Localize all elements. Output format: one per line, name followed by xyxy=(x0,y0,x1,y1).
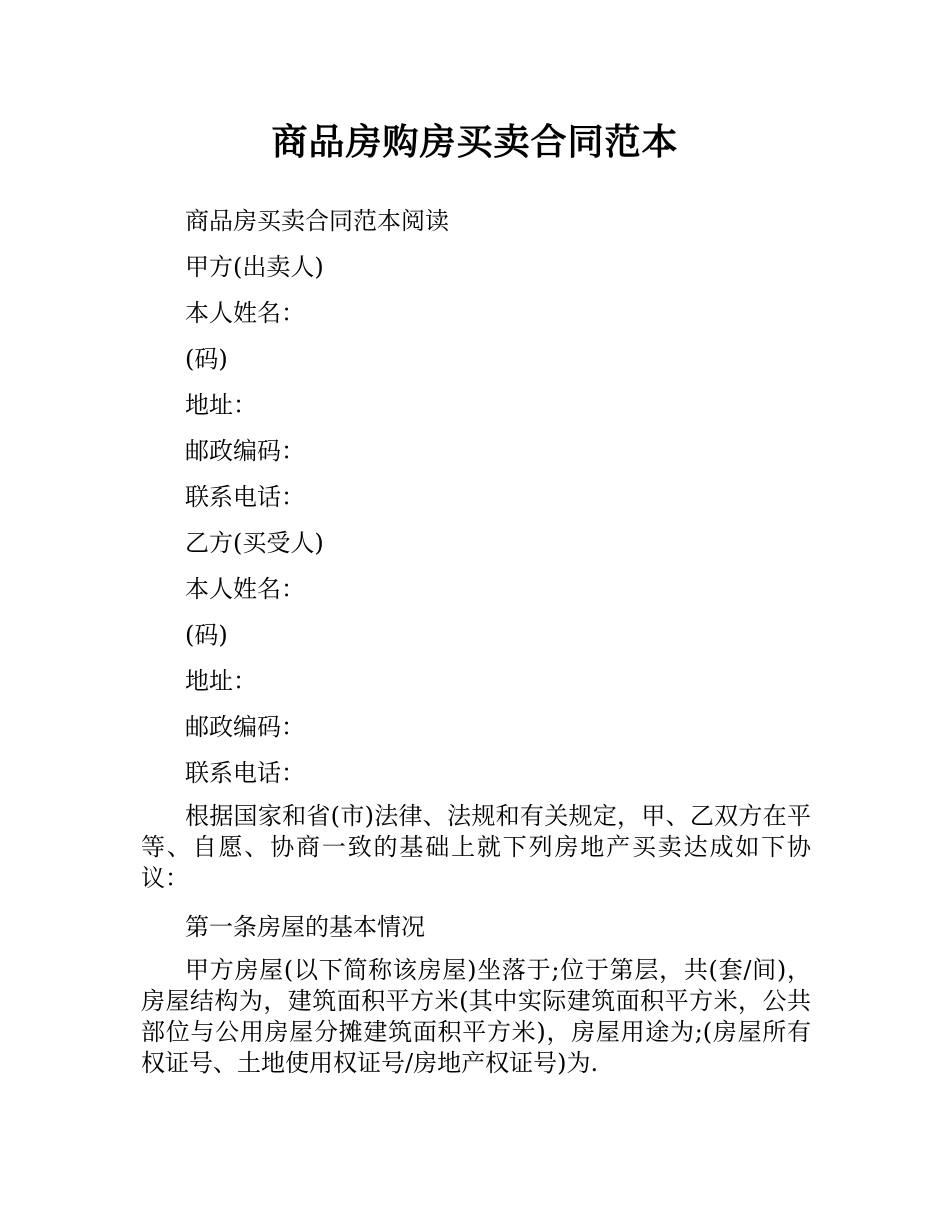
party-b-code-field: (码) xyxy=(185,621,228,649)
party-a-code-field: (码) xyxy=(185,345,228,373)
subtitle-line: 商品房买卖合同范本阅读 xyxy=(185,207,449,235)
party-a-address-field: 地址： xyxy=(185,391,257,419)
party-b-heading: 乙方(买受人) xyxy=(185,529,324,557)
intro-paragraph: 根据国家和省(市)法律、法规和有关规定，甲、乙双方在平等、自愿、协商一致的基础上就下列房地产买卖达成如下协议： xyxy=(141,802,811,892)
party-b-postcode-field: 邮政编码： xyxy=(185,713,305,741)
document-body xyxy=(141,198,811,1089)
article-one-heading: 第一条房屋的基本情况 xyxy=(185,913,425,941)
party-a-name-field: 本人姓名： xyxy=(185,299,305,327)
party-b-name-field: 本人姓名： xyxy=(185,575,305,603)
party-a-heading: 甲方(出卖人) xyxy=(185,253,324,281)
party-a-postcode-field: 邮政编码： xyxy=(185,437,305,465)
party-b-address-field: 地址： xyxy=(185,667,257,695)
document-title: 商品房购房买卖合同范本 xyxy=(271,122,679,163)
party-b-phone-field: 联系电话： xyxy=(185,759,305,787)
article-one-paragraph: 甲方房屋(以下简称该房屋)坐落于;位于第层，共(套/间)，房屋结构为，建筑面积平方米(其中实际建筑面积平方米，公共部位与公用房屋分摊建筑面积平方米)，房屋用途为;(房屋所有权证号、土地使用权证号/房地产权证号)为. xyxy=(141,956,811,1077)
party-a-phone-field: 联系电话： xyxy=(185,483,305,511)
